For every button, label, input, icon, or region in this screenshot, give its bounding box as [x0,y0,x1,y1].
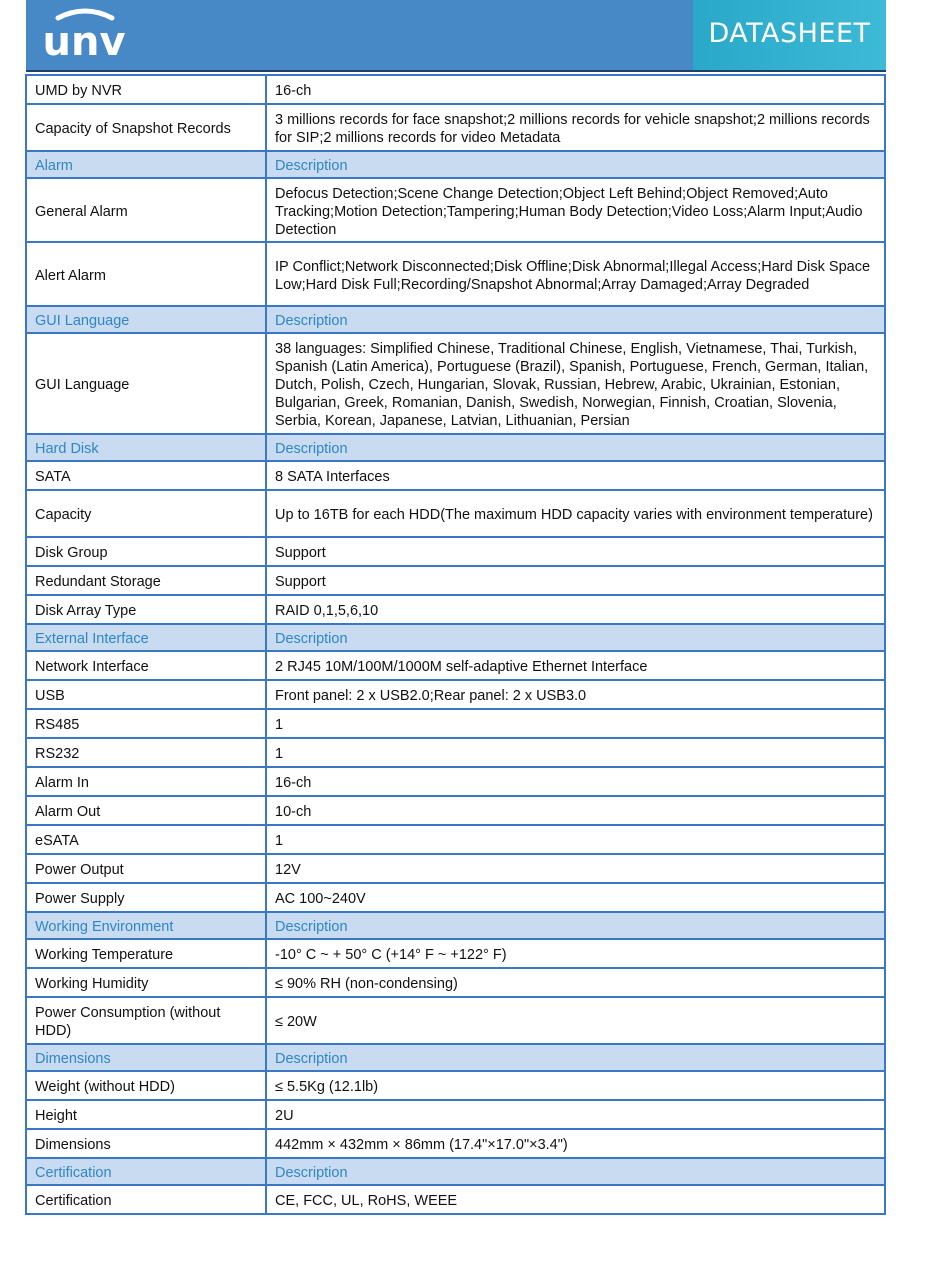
spec-name: Disk Array Type [26,595,266,624]
spec-table [25,74,886,1215]
section-header-row [26,306,885,333]
spec-value: 10-ch [266,796,885,825]
spec-row [26,796,885,825]
section-header-row [26,1158,885,1185]
spec-row [26,939,885,968]
spec-row [26,997,885,1044]
spec-value: Defocus Detection;Scene Change Detection;Object Left Behind;Object Removed;Auto Tracking;Motion Detection;Tampering;Human Body Detection;Video Loss;Alarm Input;Audio Detection [266,178,885,242]
spec-value: 16-ch [266,767,885,796]
spec-row [26,767,885,796]
spec-value: ≤ 90% RH (non-condensing) [266,968,885,997]
spec-name: Capacity [26,490,266,537]
spec-name: Dimensions [26,1129,266,1158]
spec-value: -10° C ~ + 50° C (+14° F ~ +122° F) [266,939,885,968]
spec-row [26,178,885,242]
spec-row [26,1071,885,1100]
spec-name: RS485 [26,709,266,738]
section-title: Certification [26,1158,266,1185]
spec-name: Working Humidity [26,968,266,997]
datasheet-label: DATASHEET [708,18,871,49]
section-title: Dimensions [26,1044,266,1071]
spec-name: Certification [26,1185,266,1214]
section-description-label: Description [266,1044,885,1071]
spec-name: General Alarm [26,178,266,242]
spec-row [26,461,885,490]
spec-row [26,709,885,738]
spec-value: 2U [266,1100,885,1129]
spec-value: Front panel: 2 x USB2.0;Rear panel: 2 x USB3.0 [266,680,885,709]
spec-value: 38 languages: Simplified Chinese, Traditional Chinese, English, Vietnamese, Thai, Turkish, Spanish (Latin America), Portuguese (Brazil), Spanish, Portuguese, French, German, Italian, Dutch, Polish, Czech, Hungarian, Slovak, Russian, Hebrew, Arabic, Ukrainian, Estonian, Bulgarian, Greek, Romanian, Danish, Swedish, Norwegian, Finnish, Croatian, Slovenia, Serbia, Korean, Japanese, Latvian, Lithuanian, Persian [266,333,885,434]
section-header-row [26,434,885,461]
spec-name: Capacity of Snapshot Records [26,104,266,151]
spec-name: RS232 [26,738,266,767]
spec-value: Up to 16TB for each HDD(The maximum HDD capacity varies with environment temperature) [266,490,885,537]
spec-row [26,738,885,767]
spec-name: eSATA [26,825,266,854]
spec-name: Network Interface [26,651,266,680]
spec-name: Power Output [26,854,266,883]
spec-row [26,566,885,595]
spec-value: ≤ 20W [266,997,885,1044]
section-title: External Interface [26,624,266,651]
spec-row [26,883,885,912]
section-description-label: Description [266,151,885,178]
spec-name: Weight (without HDD) [26,1071,266,1100]
spec-name: Power Consumption (without HDD) [26,997,266,1044]
section-header-row [26,1044,885,1071]
spec-value: IP Conflict;Network Disconnected;Disk Offline;Disk Abnormal;Illegal Access;Hard Disk Space Low;Hard Disk Full;Recording/Snapshot Abnormal;Array Damaged;Array Degraded [266,242,885,306]
section-description-label: Description [266,1158,885,1185]
spec-name: Working Temperature [26,939,266,968]
spec-row [26,537,885,566]
spec-name: SATA [26,461,266,490]
spec-row [26,104,885,151]
page-header [26,0,886,72]
spec-value: 16-ch [266,75,885,104]
section-title: Hard Disk [26,434,266,461]
spec-value: 2 RJ45 10M/100M/1000M self-adaptive Ethernet Interface [266,651,885,680]
spec-value: CE, FCC, UL, RoHS, WEEE [266,1185,885,1214]
spec-row [26,680,885,709]
spec-value: 1 [266,825,885,854]
spec-row [26,968,885,997]
unv-logo [40,8,130,60]
spec-row [26,854,885,883]
section-header-row [26,151,885,178]
spec-value: 1 [266,738,885,767]
logo-text: unv [42,19,126,60]
spec-row [26,595,885,624]
spec-name: Alarm Out [26,796,266,825]
spec-row [26,825,885,854]
spec-name: Alert Alarm [26,242,266,306]
spec-name: Alarm In [26,767,266,796]
spec-row [26,1129,885,1158]
spec-row [26,75,885,104]
section-header-row [26,912,885,939]
section-description-label: Description [266,306,885,333]
spec-name: USB [26,680,266,709]
section-description-label: Description [266,624,885,651]
spec-name: Power Supply [26,883,266,912]
spec-value: 1 [266,709,885,738]
section-description-label: Description [266,912,885,939]
spec-name: Disk Group [26,537,266,566]
section-title: Working Environment [26,912,266,939]
spec-row [26,651,885,680]
spec-name: GUI Language [26,333,266,434]
spec-row [26,490,885,537]
datasheet-label-box [693,0,886,70]
spec-value: RAID 0,1,5,6,10 [266,595,885,624]
spec-row [26,1100,885,1129]
spec-value: 442mm × 432mm × 86mm (17.4"×17.0"×3.4") [266,1129,885,1158]
spec-name: Redundant Storage [26,566,266,595]
spec-value: AC 100~240V [266,883,885,912]
spec-value: Support [266,537,885,566]
section-header-row [26,624,885,651]
spec-row [26,242,885,306]
spec-value: 3 millions records for face snapshot;2 millions records for vehicle snapshot;2 millions records for SIP;2 millions records for video Metadata [266,104,885,151]
spec-value: Support [266,566,885,595]
spec-value: 12V [266,854,885,883]
spec-row [26,333,885,434]
spec-row [26,1185,885,1214]
section-description-label: Description [266,434,885,461]
spec-name: UMD by NVR [26,75,266,104]
spec-value: 8 SATA Interfaces [266,461,885,490]
spec-value: ≤ 5.5Kg (12.1lb) [266,1071,885,1100]
section-title: Alarm [26,151,266,178]
spec-name: Height [26,1100,266,1129]
section-title: GUI Language [26,306,266,333]
